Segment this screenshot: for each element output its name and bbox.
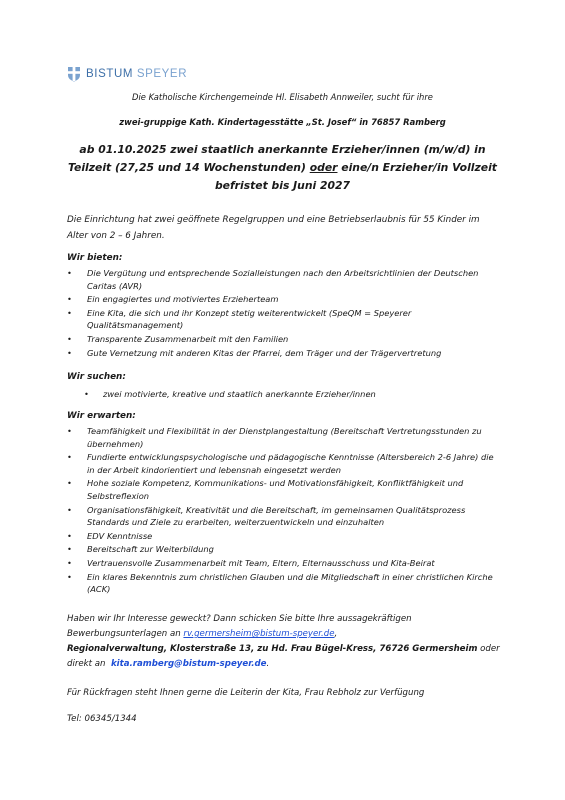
headline-oder: oder bbox=[309, 161, 338, 174]
separator: , bbox=[334, 629, 338, 639]
list-item: • Hohe soziale Kompetenz, Kommunikations- und Motivationsfähigkeit, Konfliktfähigkeit und Selbstreflexion bbox=[67, 477, 497, 502]
kita-line: zwei-gruppige Kath. Kindertagesstätte „St. Josef“ in 76857 Ramberg bbox=[119, 117, 446, 127]
headline bbox=[60, 141, 505, 195]
email-link-kita[interactable]: kita.ramberg@bistum-speyer.de bbox=[110, 659, 267, 669]
email-link-germersheim[interactable]: rv.germersheim@bistum-speyer.de bbox=[183, 629, 335, 639]
list-item: • Ein engagiertes und motiviertes Erzieherteam bbox=[67, 293, 497, 306]
expect-list bbox=[67, 425, 497, 597]
list-item: • Teamfähigkeit und Flexibilität in der Dienstplangestaltung (Bereitschaft Vertretungsstunden zu übernehmen) bbox=[67, 425, 497, 450]
expect-title: Wir erwarten: bbox=[67, 411, 136, 421]
list-item: • EDV Kenntnisse bbox=[67, 530, 497, 543]
application-oder: oder bbox=[480, 644, 500, 654]
logo-word-speyer: SPEYER bbox=[136, 68, 188, 80]
list-item: • zwei motivierte, kreative und staatlich anerkannte Erzieher/innen bbox=[67, 388, 497, 401]
list-item: • Eine Kita, die sich und ihr Konzept stetig weiterentwickelt (SpeQM = Speyerer Qualitätsmanagement) bbox=[67, 307, 497, 332]
bistum-speyer-logo bbox=[67, 66, 187, 82]
list-item: • Fundierte entwicklungspsychologische und pädagogische Kenntnisse (Altersbereich 2-6 Jahre) die in der Arbeit kindorientiert und lebensnah eingesetzt werden bbox=[67, 451, 497, 476]
search-title: Wir suchen: bbox=[67, 372, 126, 382]
logo-word-bistum: BISTUM bbox=[86, 68, 134, 80]
search-list bbox=[67, 388, 497, 402]
offer-list bbox=[67, 267, 497, 360]
description: Die Einrichtung hat zwei geöffnete Regelgruppen und eine Betriebserlaubnis für 55 Kinder im Alter von 2 – 6 Jahren. bbox=[67, 215, 480, 241]
application-address: Regionalverwaltung, Klosterstraße 13, zu Hd. Frau Bügel-Kress, 76726 Germersheim bbox=[67, 644, 478, 654]
headline-part1: ab 01.10.2025 zwei staatlich anerkannte Erzieher/innen (m/w/d) in Teilzeit (27,25 und 14 Wochenstunden) bbox=[68, 143, 486, 174]
list-item: • Gute Vernetzung mit anderen Kitas der Pfarrei, dem Träger und der Trägervertretung bbox=[67, 347, 497, 360]
intro-line: Die Katholische Kirchengemeinde Hl. Elisabeth Annweiler, sucht für ihre bbox=[132, 92, 433, 102]
list-item: • Die Vergütung und entsprechende Sozialleistungen nach den Arbeitsrichtlinien der Deutschen Caritas (AVR) bbox=[67, 267, 497, 292]
phone-line: Tel: 06345/1344 bbox=[67, 714, 137, 724]
application-direct: direkt an bbox=[67, 659, 106, 669]
application-paragraph bbox=[67, 612, 507, 672]
offer-title: Wir bieten: bbox=[67, 253, 123, 263]
list-item: • Bereitschaft zur Weiterbildung bbox=[67, 543, 497, 556]
list-item: • Organisationsfähigkeit, Kreativität und die Bereitschaft, im gemeinsamen Qualitätsprozess Standards und Ziele zu erarbeiten, weiterzuentwickeln und einzuhalten bbox=[67, 504, 497, 529]
list-item: • Ein klares Bekenntnis zum christlichen Glauben und die Mitgliedschaft in einer christlichen Kirche (ACK) bbox=[67, 571, 497, 596]
contact-line: Für Rückfragen steht Ihnen gerne die Leiterin der Kita, Frau Rebholz zur Verfügung bbox=[67, 688, 425, 698]
headline-part2: eine/n Erzieher/in Vollzeit befristet bis Juni 2027 bbox=[214, 161, 497, 192]
end-dot: . bbox=[266, 659, 270, 669]
application-text: Haben wir Ihr Interesse geweckt? Dann schicken Sie bitte Ihre aussagekräftigen Bewerbungsunterlagen an bbox=[67, 614, 412, 639]
list-item: • Vertrauensvolle Zusammenarbeit mit Team, Eltern, Elternausschuss und Kita-Beirat bbox=[67, 557, 497, 570]
cross-shield-icon bbox=[67, 66, 81, 82]
list-item: • Transparente Zusammenarbeit mit den Familien bbox=[67, 333, 497, 346]
